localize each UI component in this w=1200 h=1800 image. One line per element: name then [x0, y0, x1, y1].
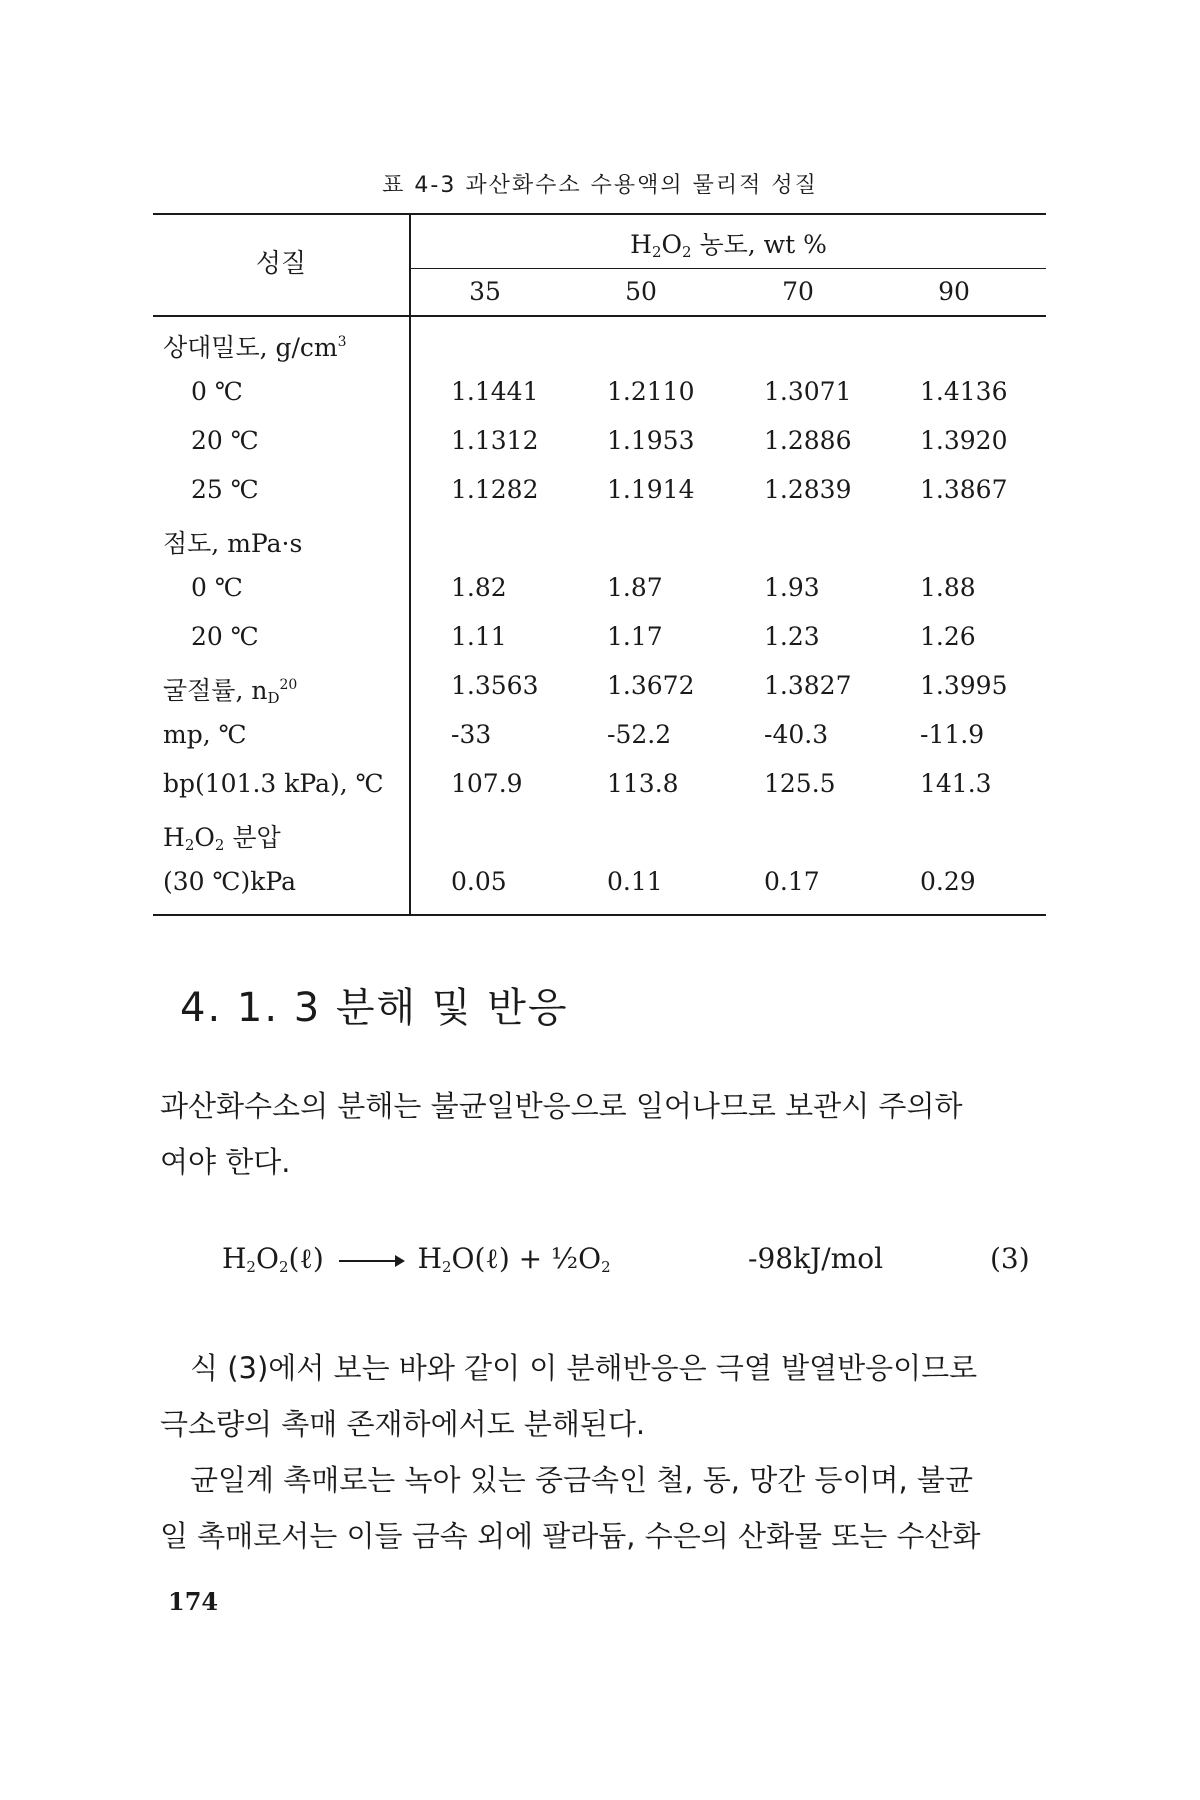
vp-35: 0.05: [451, 867, 507, 896]
mp-label: mp, ℃: [163, 720, 247, 749]
v0-70: 1.93: [764, 573, 820, 602]
bp-90: 141.3: [920, 769, 992, 798]
header-property: 성질: [255, 249, 307, 279]
d20-90: 1.3920: [920, 426, 1008, 455]
v0-label: 0 ℃: [191, 573, 243, 602]
mp-50: -52.2: [607, 720, 672, 749]
ri-35: 1.3563: [451, 671, 539, 700]
vp-label-line2: (30 ℃)kPa: [163, 867, 296, 896]
equation-enthalpy: -98kJ/mol: [748, 1242, 884, 1275]
d0-35: 1.1441: [451, 377, 539, 406]
d25-90: 1.3867: [920, 475, 1008, 504]
paragraph-decomposition: [160, 1078, 1045, 1190]
v20-50: 1.17: [607, 622, 663, 651]
paragraph-catalysis: [160, 1340, 1045, 1564]
vp-label-line1: $H_2O_2$ 분압: [163, 823, 281, 854]
ri-90: 1.3995: [920, 671, 1008, 700]
table-caption: 표 4-3 과산화수소 수용액의 물리적 성질: [382, 173, 818, 198]
v20-70: 1.23: [764, 622, 820, 651]
d20-70: 1.2886: [764, 426, 852, 455]
properties-table: [153, 213, 1046, 916]
vp-50: 0.11: [607, 867, 663, 896]
v20-35: 1.11: [451, 622, 507, 651]
d20-50: 1.1953: [607, 426, 695, 455]
ri-70: 1.3827: [764, 671, 852, 700]
mp-70: -40.3: [764, 720, 829, 749]
v0-35: 1.82: [451, 573, 507, 602]
d25-label: 25 ℃: [191, 475, 259, 504]
table-column-divider: [409, 213, 411, 916]
d25-50: 1.1914: [607, 475, 695, 504]
conc-50: 50: [625, 277, 657, 306]
density-label: 상대밀도, $g/cm^3$: [163, 333, 347, 362]
d25-70: 1.2839: [764, 475, 852, 504]
d0-70: 1.3071: [764, 377, 852, 406]
bp-label: bp(101.3 kPa), ℃: [163, 769, 384, 798]
paragraph-line: 극소량의 촉매 존재하에서도 분해된다.: [160, 1407, 646, 1441]
d0-50: 1.2110: [607, 377, 695, 406]
v20-label: 20 ℃: [191, 622, 259, 651]
ri-label: 굴절률, $n_D^{20}$: [163, 676, 298, 707]
paragraph-line: 여야 한다.: [160, 1145, 291, 1179]
section-title: 4. 1. 3 분해 및 반응: [180, 985, 569, 1031]
visc-label: 점도, mPa·s: [163, 529, 303, 558]
header-concentration: $H_2O_2$ 농도, wt %: [630, 230, 827, 261]
header-bottom-rule: [153, 315, 1046, 317]
bp-50: 113.8: [607, 769, 679, 798]
page-number: 174: [168, 1587, 219, 1616]
d20-label: 20 ℃: [191, 426, 259, 455]
vp-70: 0.17: [764, 867, 820, 896]
conc-header-rule: [411, 268, 1046, 269]
reaction-arrow-icon: [339, 1260, 403, 1262]
equation-lhs: $H_2O_2(\ell)$ $H_2O(\ell)$ + $\frac{1}{2}O_2$: [222, 1242, 611, 1276]
mp-35: -33: [451, 720, 492, 749]
v0-90: 1.88: [920, 573, 976, 602]
d0-90: 1.4136: [920, 377, 1008, 406]
equation-number: (3): [990, 1242, 1030, 1275]
vp-90: 0.29: [920, 867, 976, 896]
table-bottom-rule: [153, 914, 1046, 916]
conc-35: 35: [469, 277, 501, 306]
d20-35: 1.1312: [451, 426, 539, 455]
paragraph-line: 일 촉매로서는 이들 금속 외에 팔라듐, 수은의 산화물 또는 수산화: [160, 1519, 981, 1553]
paragraph-line: 과산화수소의 분해는 불균일반응으로 일어나므로 보관시 주의하: [160, 1089, 963, 1123]
table-top-rule: [153, 213, 1046, 215]
paragraph-line: 균일계 촉매로는 녹아 있는 중금속인 철, 동, 망간 등이며, 불균: [190, 1463, 973, 1497]
d25-35: 1.1282: [451, 475, 539, 504]
bp-70: 125.5: [764, 769, 836, 798]
bp-35: 107.9: [451, 769, 523, 798]
paragraph-line: 식 (3)에서 보는 바와 같이 이 분해반응은 극열 발열반응이므로: [190, 1351, 978, 1385]
ri-50: 1.3672: [607, 671, 695, 700]
conc-70: 70: [782, 277, 814, 306]
v0-50: 1.87: [607, 573, 663, 602]
mp-90: -11.9: [920, 720, 985, 749]
conc-90: 90: [938, 277, 970, 306]
v20-90: 1.26: [920, 622, 976, 651]
d0-label: 0 ℃: [191, 377, 243, 406]
